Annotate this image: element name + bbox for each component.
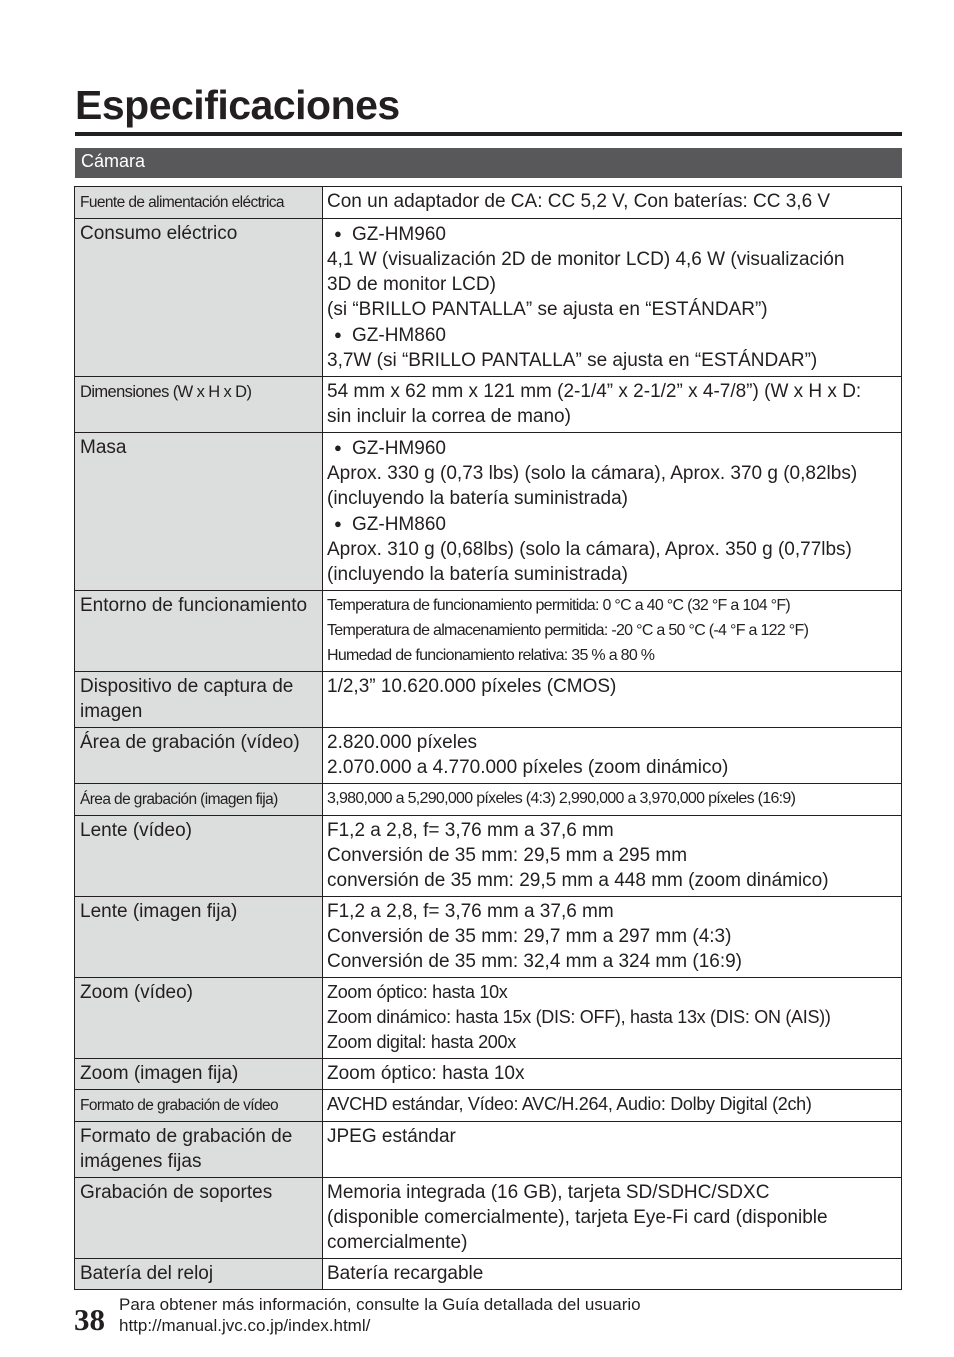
spec-value-line: Conversión de 35 mm: 32,4 mm a 324 mm (16:9) — [327, 951, 743, 972]
spec-label-text: Área de grabación (vídeo) — [80, 732, 300, 753]
model-heading — [327, 221, 899, 247]
spec-row — [75, 433, 902, 591]
spec-value-line: Temperatura de almacenamiento permitida: -20 °C a 50 °C (-4 °F a 122 °F) — [327, 622, 809, 639]
footer-line-url: http://manual.jvc.co.jp/index.html/ — [119, 1316, 371, 1335]
bullet-icon: ● — [334, 516, 342, 531]
spec-label — [75, 433, 323, 591]
spec-value-line: comercialmente) — [327, 1232, 468, 1253]
model-heading — [327, 435, 899, 461]
spec-value-line: Conversión de 35 mm: 29,7 mm a 297 mm (4:3) — [327, 926, 732, 947]
spec-label — [75, 187, 323, 219]
spec-row — [75, 219, 902, 377]
spec-label-text: Área de grabación (imagen fija) — [80, 791, 278, 808]
section-header: Cámara — [75, 148, 902, 178]
page-title: Especificaciones — [75, 82, 400, 128]
spec-row — [75, 784, 902, 816]
spec-label-text: Masa — [80, 437, 127, 458]
spec-value-line: 54 mm x 62 mm x 121 mm (2-1/4” x 2-1/2” x 4-7/8”) (W x H x D: — [327, 381, 862, 402]
footer-line-info: Para obtener más información, consulte la Guía detallada del usuario — [119, 1295, 641, 1314]
model-name: GZ-HM960 — [352, 224, 446, 245]
spec-label-text: Dimensiones (W x H x D) — [80, 383, 252, 401]
spec-value-line: Aprox. 310 g (0,68lbs) (solo la cámara), Aprox. 350 g (0,77lbs) — [327, 539, 852, 560]
spec-value — [323, 672, 902, 728]
footer-note — [119, 1294, 641, 1336]
spec-value-line: 1/2,3” 10.620.000 píxeles (CMOS) — [327, 676, 617, 697]
spec-value-line: F1,2 a 2,8, f= 3,76 mm a 37,6 mm — [327, 901, 614, 922]
spec-label — [75, 1059, 323, 1090]
spec-row — [75, 377, 902, 433]
spec-row — [75, 978, 902, 1059]
spec-value-line: Con un adaptador de CA: CC 5,2 V, Con baterías: CC 3,6 V — [327, 191, 831, 212]
spec-value — [323, 1122, 902, 1178]
spec-value-line: (si “BRILLO PANTALLA” se ajusta en “ESTÁNDAR”) — [327, 299, 768, 320]
spec-value — [323, 978, 902, 1059]
specifications-table — [74, 186, 902, 1290]
spec-label — [75, 377, 323, 433]
model-name: GZ-HM960 — [352, 438, 446, 459]
spec-row — [75, 1122, 902, 1178]
spec-value — [323, 816, 902, 897]
spec-label — [75, 1090, 323, 1122]
spec-label-text: Grabación de soportes — [80, 1182, 273, 1203]
spec-label — [75, 219, 323, 377]
spec-value-line: (incluyendo la batería suministrada) — [327, 488, 628, 509]
spec-label — [75, 978, 323, 1059]
spec-row — [75, 1259, 902, 1290]
spec-value-line: (incluyendo la batería suministrada) — [327, 564, 628, 585]
spec-value-line: Aprox. 330 g (0,73 lbs) (solo la cámara), Aprox. 370 g (0,82lbs) — [327, 463, 858, 484]
specifications-table-body — [75, 187, 902, 1290]
spec-value-line: Conversión de 35 mm: 29,5 mm a 295 mm — [327, 845, 688, 866]
spec-row — [75, 187, 902, 219]
spec-value-line: Zoom digital: hasta 200x — [327, 1032, 516, 1052]
spec-label-text: Lente (vídeo) — [80, 820, 192, 841]
spec-label — [75, 1178, 323, 1259]
spec-value-line: Humedad de funcionamiento relativa: 35 % a 80 % — [327, 647, 655, 664]
spec-label-text: Dispositivo de captura de imagen — [80, 676, 294, 722]
spec-label — [75, 1259, 323, 1290]
spec-value-line: Temperatura de funcionamiento permitida: 0 °C a 40 °C (32 °F a 104 °F) — [327, 597, 791, 614]
spec-label-text: Consumo eléctrico — [80, 223, 238, 244]
title-divider — [75, 132, 902, 136]
spec-row — [75, 728, 902, 784]
spec-value-line: 4,1 W (visualización 2D de monitor LCD) 4,6 W (visualización — [327, 249, 845, 270]
spec-row — [75, 897, 902, 978]
model-heading — [327, 322, 899, 348]
spec-value-line: Zoom óptico: hasta 10x — [327, 982, 508, 1002]
spec-value-line: F1,2 a 2,8, f= 3,76 mm a 37,6 mm — [327, 820, 614, 841]
spec-value-line: Zoom dinámico: hasta 15x (DIS: OFF), hasta 13x (DIS: ON (AIS)) — [327, 1007, 831, 1027]
bullet-icon: ● — [334, 327, 342, 342]
spec-value-line: Memoria integrada (16 GB), tarjeta SD/SDHC/SDXC — [327, 1182, 770, 1203]
bullet-icon: ● — [334, 226, 342, 241]
bullet-icon: ● — [334, 440, 342, 455]
spec-label — [75, 672, 323, 728]
spec-row — [75, 816, 902, 897]
spec-value — [323, 897, 902, 978]
spec-value-line: sin incluir la correa de mano) — [327, 406, 571, 427]
spec-label — [75, 784, 323, 816]
spec-row — [75, 1059, 902, 1090]
spec-label-text: Lente (imagen fija) — [80, 901, 238, 922]
spec-value-line: conversión de 35 mm: 29,5 mm a 448 mm (zoom dinámico) — [327, 870, 829, 891]
spec-value — [323, 591, 902, 672]
spec-label-text: Entorno de funcionamiento — [80, 595, 308, 616]
spec-value-line: 3,7W (si “BRILLO PANTALLA” se ajusta en “ESTÁNDAR”) — [327, 350, 818, 371]
model-name: GZ-HM860 — [352, 514, 446, 535]
spec-value — [323, 728, 902, 784]
spec-value — [323, 219, 902, 377]
spec-row — [75, 672, 902, 728]
spec-label-text: Zoom (imagen fija) — [80, 1063, 239, 1084]
spec-value — [323, 1059, 902, 1090]
spec-label — [75, 897, 323, 978]
spec-value-line: 3,980,000 a 5,290,000 píxeles (4:3) 2,990,000 a 3,970,000 píxeles (16:9) — [327, 790, 796, 807]
spec-label — [75, 816, 323, 897]
spec-value — [323, 784, 902, 816]
spec-value-line: JPEG estándar — [327, 1126, 456, 1147]
spec-label-text: Formato de grabación de imágenes fijas — [80, 1126, 293, 1172]
page-number: 38 — [74, 1302, 105, 1337]
spec-value-line: 3D de monitor LCD) — [327, 274, 496, 295]
spec-value — [323, 1178, 902, 1259]
spec-value — [323, 1090, 902, 1122]
spec-value — [323, 1259, 902, 1290]
spec-row — [75, 591, 902, 672]
spec-label — [75, 1122, 323, 1178]
spec-value — [323, 377, 902, 433]
spec-row — [75, 1090, 902, 1122]
model-name: GZ-HM860 — [352, 325, 446, 346]
spec-value — [323, 187, 902, 219]
spec-value — [323, 433, 902, 591]
spec-label — [75, 728, 323, 784]
spec-value-line: (disponible comercialmente), tarjeta Eye-Fi card (disponible — [327, 1207, 828, 1228]
spec-value-line: 2.820.000 píxeles — [327, 732, 478, 753]
spec-label-text: Formato de grabación de vídeo — [80, 1097, 279, 1114]
spec-value-line: AVCHD estándar, Vídeo: AVC/H.264, Audio: Dolby Digital (2ch) — [327, 1094, 812, 1114]
spec-label — [75, 591, 323, 672]
spec-label-text: Fuente de alimentación eléctrica — [80, 194, 284, 211]
spec-label-text: Batería del reloj — [80, 1263, 214, 1284]
spec-label-text: Zoom (vídeo) — [80, 982, 193, 1003]
model-heading — [327, 511, 899, 537]
spec-value-line: Batería recargable — [327, 1263, 484, 1284]
spec-row — [75, 1178, 902, 1259]
spec-value-line: 2.070.000 a 4.770.000 píxeles (zoom dinámico) — [327, 757, 729, 778]
spec-value-line: Zoom óptico: hasta 10x — [327, 1063, 525, 1084]
